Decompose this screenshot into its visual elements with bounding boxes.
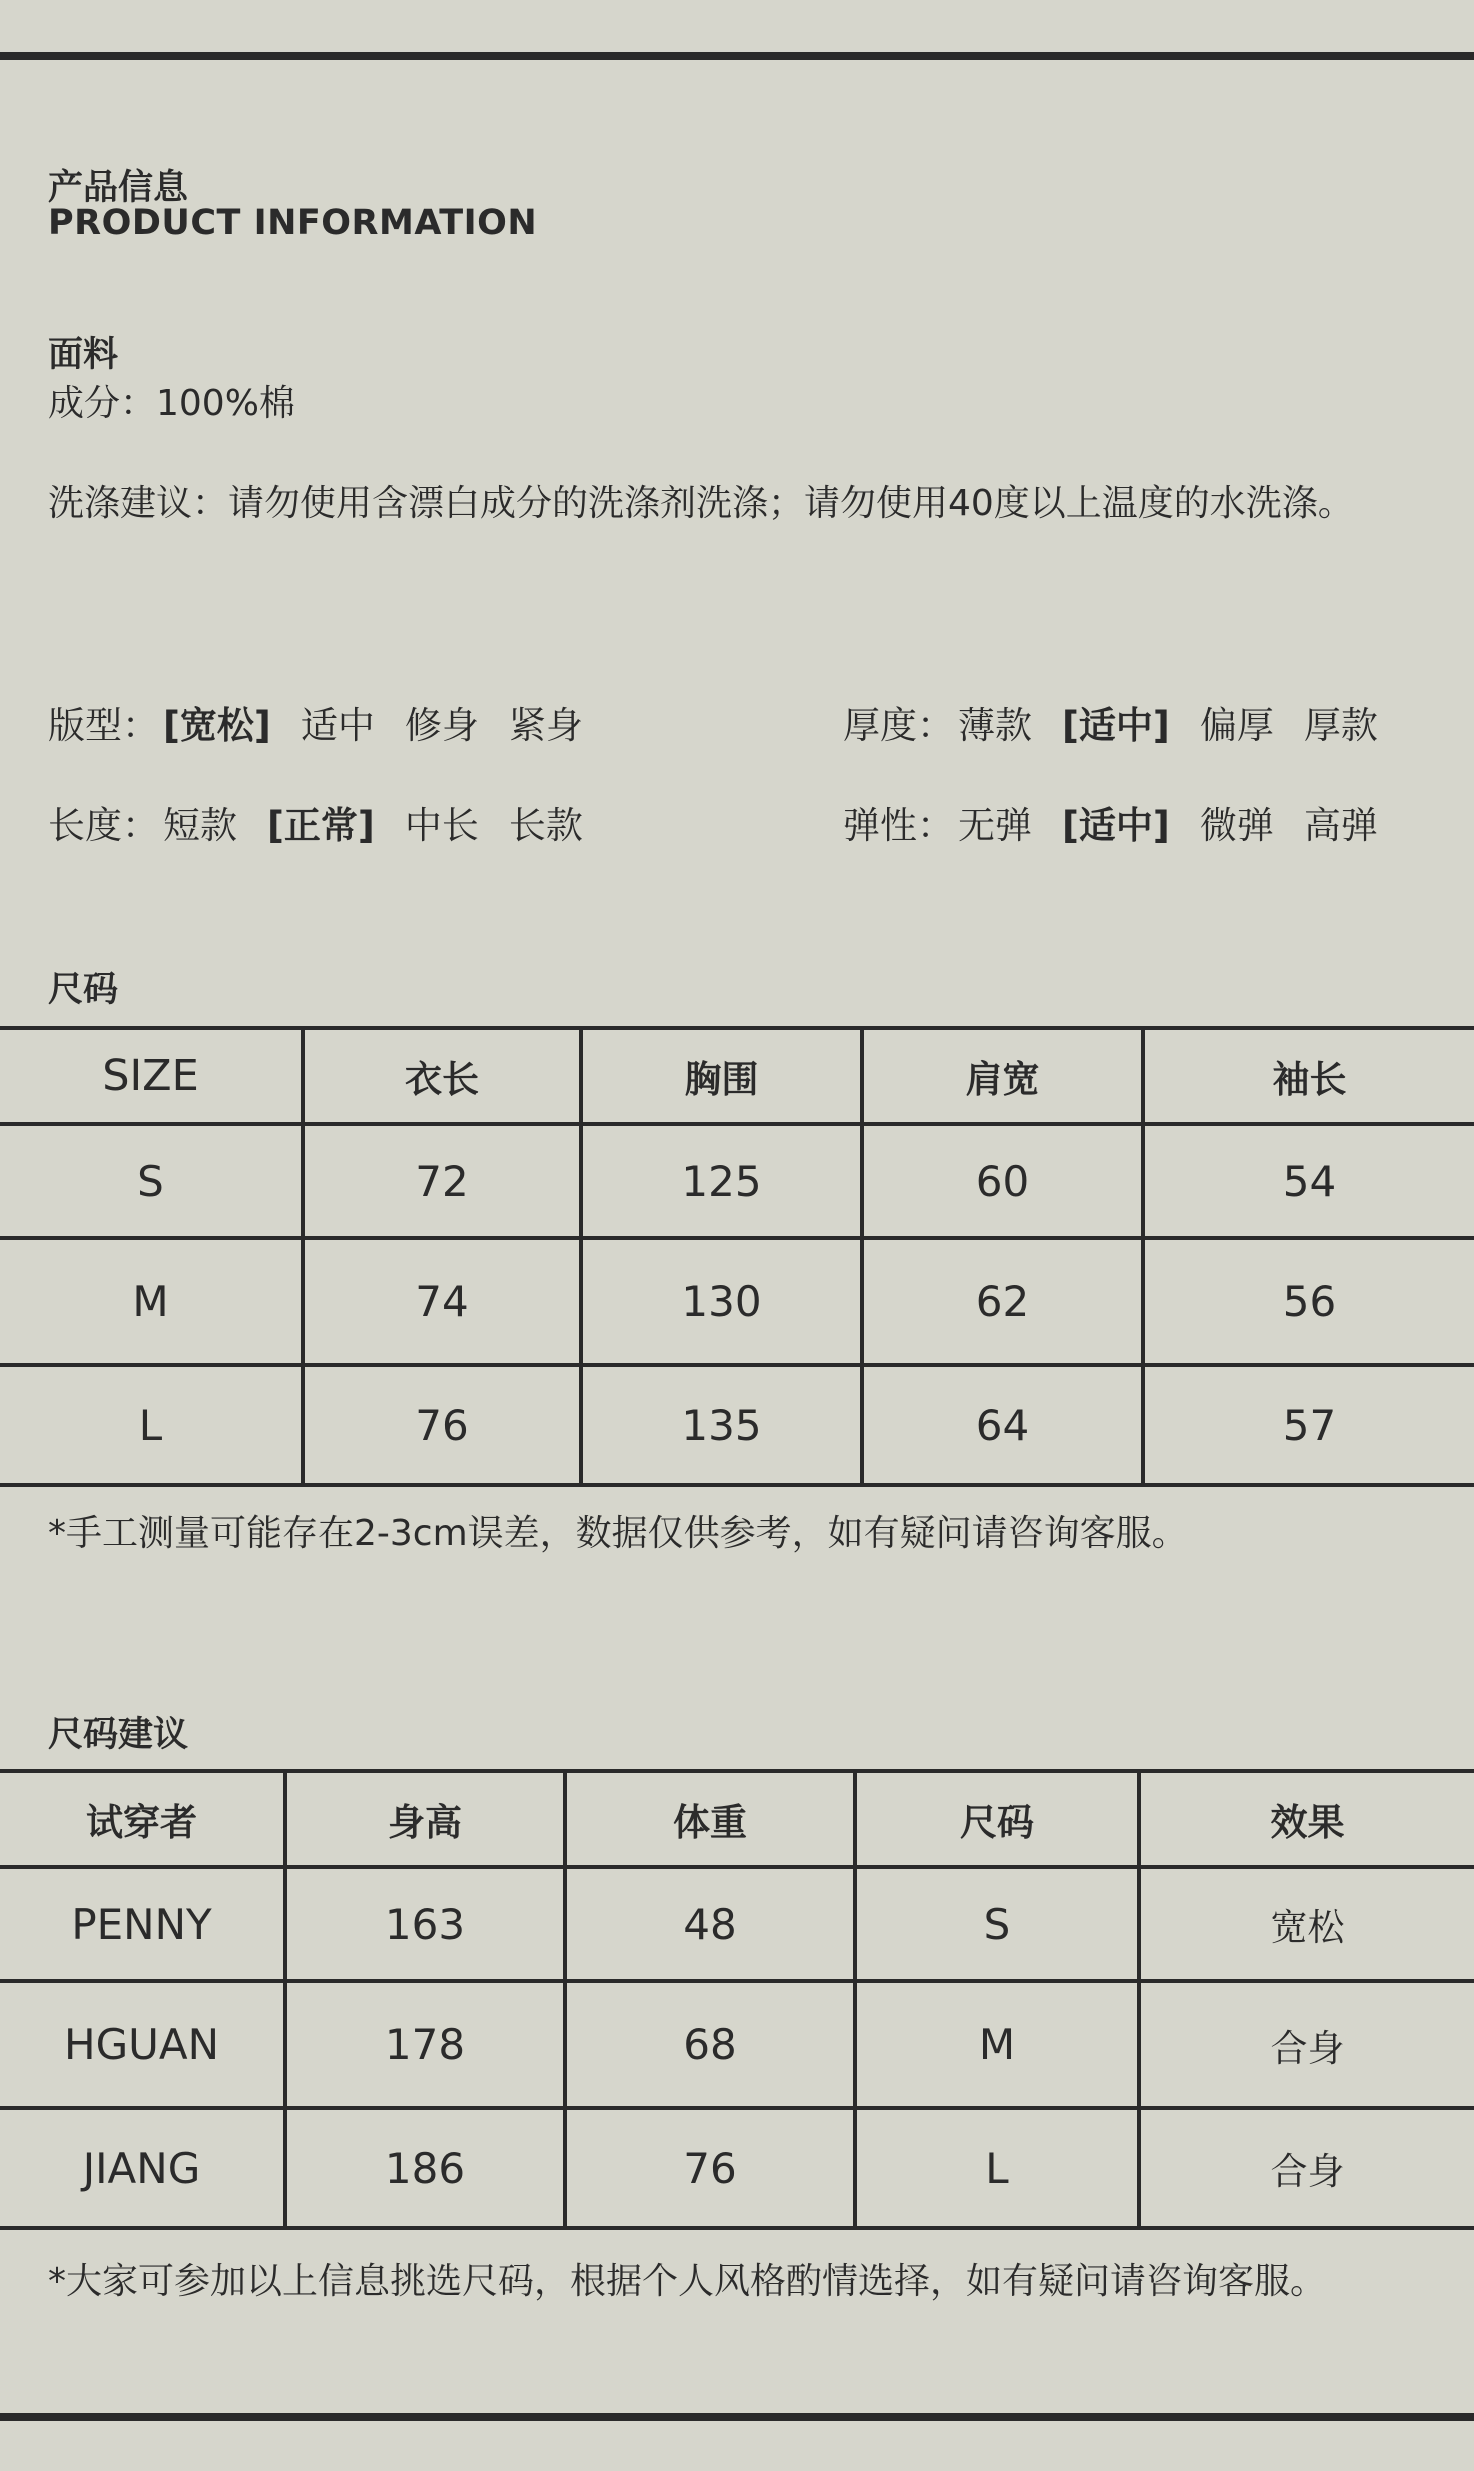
- table-cell: 64: [862, 1365, 1143, 1485]
- size-chart-table: [0, 1026, 1474, 1487]
- size-chart-title: 尺码: [48, 970, 119, 1010]
- table-cell: 68: [565, 1981, 855, 2108]
- header-cell: 试穿者: [0, 1771, 285, 1867]
- attr-option: 高弹: [1303, 804, 1378, 847]
- size-advice-title: 尺码建议: [48, 1715, 189, 1755]
- table-cell: S: [0, 1124, 303, 1238]
- attr-option: 无弹: [958, 804, 1032, 847]
- table-cell: 125: [581, 1124, 862, 1238]
- attr-option: 短款: [163, 804, 237, 847]
- attr-label: 厚度：: [843, 704, 954, 747]
- table-cell: L: [0, 1365, 303, 1485]
- table-cell: 56: [1143, 1238, 1474, 1365]
- header-cell: 肩宽: [862, 1028, 1143, 1124]
- table-row: [0, 1981, 1474, 2108]
- attr-option: 微弹: [1199, 804, 1274, 847]
- attr-option: 偏厚: [1199, 704, 1274, 747]
- header-cell: 袖长: [1143, 1028, 1474, 1124]
- attr-label: 版型：: [48, 704, 159, 747]
- header-cell: 效果: [1139, 1771, 1474, 1867]
- table-cell: 74: [303, 1238, 581, 1365]
- table-header-row: [0, 1028, 1474, 1124]
- attr-option-selected: [适中]: [1062, 704, 1170, 747]
- header-cell: 胸围: [581, 1028, 862, 1124]
- attr-option-selected: [正常]: [267, 804, 375, 847]
- header-cell: 衣长: [303, 1028, 581, 1124]
- attr-option: 厚款: [1303, 704, 1378, 747]
- table-cell: 合身: [1139, 2108, 1474, 2228]
- table-cell: 60: [862, 1124, 1143, 1238]
- table-cell: L: [855, 2108, 1139, 2228]
- attr-option: 长款: [508, 804, 583, 847]
- attr-option: 修身: [404, 704, 479, 747]
- table-cell: 76: [303, 1365, 581, 1485]
- table-cell: 135: [581, 1365, 862, 1485]
- attr-option: 紧身: [508, 704, 583, 747]
- table-cell: 合身: [1139, 1981, 1474, 2108]
- product-info-title: 产品信息: [48, 168, 189, 208]
- table-cell: 57: [1143, 1365, 1474, 1485]
- attr-option-selected: [适中]: [1062, 804, 1170, 847]
- top-rule: [0, 52, 1474, 60]
- table-row: [0, 1238, 1474, 1365]
- table-cell: 宽松: [1139, 1867, 1474, 1981]
- table-cell: 72: [303, 1124, 581, 1238]
- attr-option: 中长: [404, 804, 479, 847]
- table-cell: 163: [285, 1867, 565, 1981]
- header-cell: 体重: [565, 1771, 855, 1867]
- table-cell: 54: [1143, 1124, 1474, 1238]
- bottom-rule: [0, 2413, 1474, 2421]
- attr-length: [48, 795, 613, 849]
- product-info-title-en: PRODUCT INFORMATION: [48, 203, 538, 243]
- attr-label: 弹性：: [843, 804, 954, 847]
- table-row: [0, 1365, 1474, 1485]
- table-cell: 62: [862, 1238, 1143, 1365]
- attr-option: 薄款: [958, 704, 1032, 747]
- header-cell: 身高: [285, 1771, 565, 1867]
- table-cell: 76: [565, 2108, 855, 2228]
- table-header-row: [0, 1771, 1474, 1867]
- size-advice-note: *大家可参加以上信息挑选尺码，根据个人风格酌情选择，如有疑问请咨询客服。: [48, 2261, 1327, 2302]
- table-row: [0, 1867, 1474, 1981]
- table-cell: M: [0, 1238, 303, 1365]
- table-cell: 178: [285, 1981, 565, 2108]
- header-cell: 尺码: [855, 1771, 1139, 1867]
- fabric-title: 面料: [48, 335, 119, 375]
- attr-fit: [48, 695, 613, 749]
- table-cell: S: [855, 1867, 1139, 1981]
- table-row: [0, 2108, 1474, 2228]
- table-cell: HGUAN: [0, 1981, 285, 2108]
- size-advice-table: [0, 1769, 1474, 2230]
- table-cell: JIANG: [0, 2108, 285, 2228]
- attr-option-selected: [宽松]: [163, 704, 271, 747]
- table-cell: PENNY: [0, 1867, 285, 1981]
- size-chart-note: *手工测量可能存在2-3cm误差，数据仅供参考，如有疑问请咨询客服。: [48, 1513, 1188, 1554]
- table-cell: 130: [581, 1238, 862, 1365]
- fabric-composition: 成分：100%棉: [48, 383, 295, 424]
- table-row: [0, 1124, 1474, 1238]
- table-cell: 186: [285, 2108, 565, 2228]
- attr-elasticity: [843, 795, 1408, 849]
- care-instructions: 洗涤建议：请勿使用含漂白成分的洗涤剂洗涤；请勿使用40度以上温度的水洗涤。: [48, 483, 1354, 524]
- attr-thickness: [843, 695, 1408, 749]
- header-cell: SIZE: [0, 1028, 303, 1124]
- table-cell: 48: [565, 1867, 855, 1981]
- table-cell: M: [855, 1981, 1139, 2108]
- attr-option: 适中: [300, 704, 375, 747]
- attr-label: 长度：: [48, 804, 159, 847]
